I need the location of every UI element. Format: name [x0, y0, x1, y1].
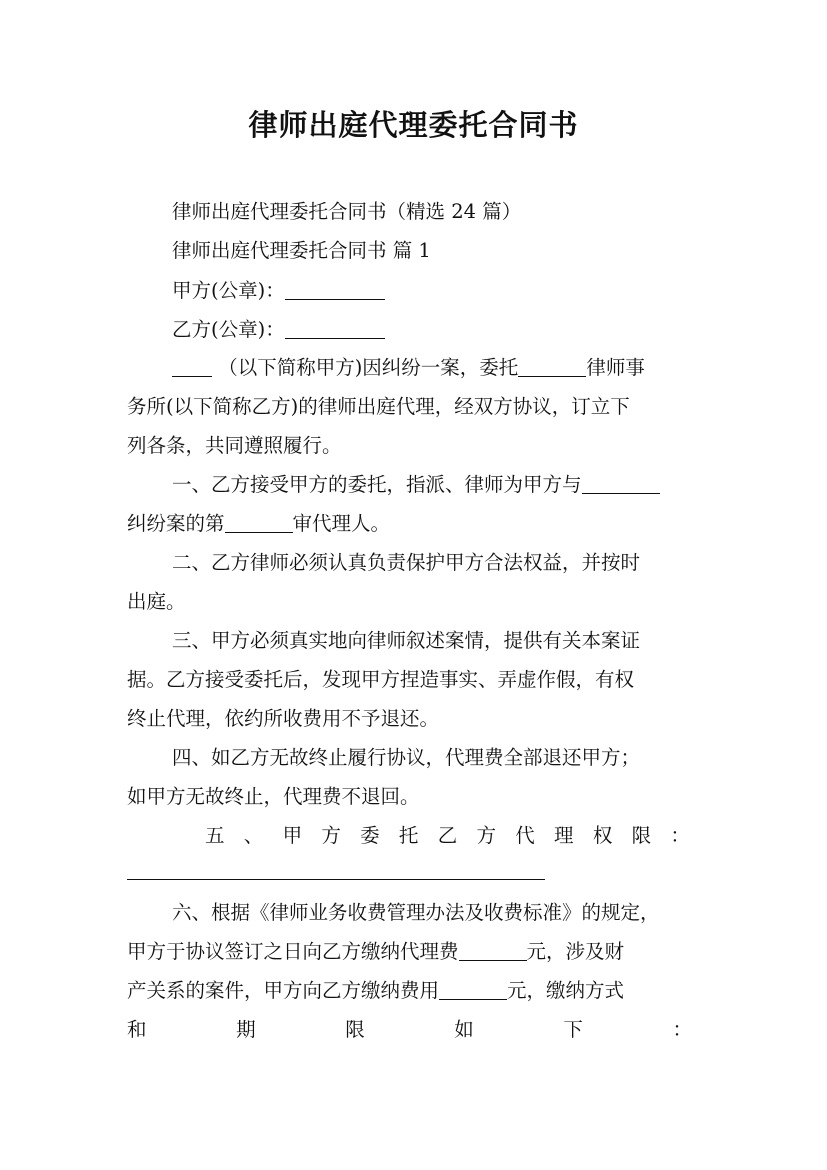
- party-b-label: 乙方(公章)：: [172, 318, 285, 341]
- clause-3-line-1: [127, 629, 747, 653]
- clause-5-char: 五: [205, 824, 225, 847]
- clause-6-char: 如: [454, 1018, 474, 1041]
- client-blank: [172, 357, 212, 377]
- clause-5-char: 理: [554, 824, 574, 847]
- preamble-text-2: 务所(以下简称乙方)的律师出庭代理，经双方协议，订立下: [127, 395, 630, 418]
- clause-1-text-1: 一、乙方接受甲方的委托，指派、律师为甲方与: [172, 473, 582, 496]
- clause-4-line-1: [127, 746, 747, 770]
- clause-2-line-1: [127, 551, 747, 575]
- clause-5-char: 方: [476, 824, 496, 847]
- clause-3-text-2: 据。乙方接受委托后，发现甲方捏造事实、弄虚作假，有权: [127, 668, 635, 691]
- article-heading: [127, 239, 747, 263]
- clause-5-char: 代: [515, 824, 535, 847]
- article-heading-text: 律师出庭代理委托合同书 篇 1: [172, 239, 431, 262]
- clause-6-line-2: [127, 940, 702, 964]
- clause-6-line-3: [127, 979, 702, 1003]
- clause-6-text-3a: 产关系的案件，甲方向乙方缴纳费用: [127, 979, 440, 1002]
- clause-5-char: 方: [321, 824, 341, 847]
- property-fee-blank: [439, 980, 507, 1000]
- clause-1-text-2a: 纠纷案的第: [127, 512, 225, 535]
- fee-blank: [459, 941, 527, 961]
- collection-text: 律师出庭代理委托合同书（精选 24 篇）: [172, 200, 522, 223]
- clause-6-line-1: [127, 901, 747, 925]
- preamble-text-1a: （以下简称甲方)因纠纷一案，委托: [218, 356, 519, 379]
- party-b-line: [127, 318, 747, 342]
- clause-5-char: 委: [360, 824, 380, 847]
- party-a-label: 甲方(公章)：: [172, 279, 285, 302]
- clause-5-char: 甲: [282, 824, 303, 847]
- clause-4-text-1: 四、如乙方无故终止履行协议，代理费全部退还甲方；: [172, 746, 641, 769]
- opponent-blank: [582, 474, 660, 494]
- collection-line: [127, 200, 747, 224]
- clause-5-char: ：: [670, 824, 690, 847]
- clause-3-text-3: 终止代理，依约所收费用不予退还。: [127, 707, 440, 730]
- clause-1-line-1: [127, 473, 747, 497]
- clause-6-char: 期: [236, 1018, 256, 1041]
- clause-4-text-2: 如甲方无故终止，代理费不退回。: [127, 785, 420, 808]
- clause-5-char: 乙: [437, 824, 458, 847]
- document-title: 律师出庭代理委托合同书: [248, 108, 579, 142]
- clause-6-char: 限: [345, 1018, 365, 1041]
- clause-6-text-1: 六、根据《律师业务收费管理办法及收费标准》的规定，: [172, 901, 660, 924]
- preamble-line-2: [127, 395, 702, 419]
- clause-2-text-1: 二、乙方律师必须认真负责保护甲方合法权益，并按时: [172, 551, 641, 574]
- party-b-blank: [285, 319, 385, 339]
- clause-4-line-2: [127, 785, 702, 809]
- clause-3-line-2: [127, 668, 702, 692]
- instance-blank: [225, 513, 293, 533]
- preamble-text-1b: 律师事: [586, 356, 645, 379]
- clause-5-char: 、: [243, 824, 264, 847]
- clause-6-char: 和: [127, 1018, 147, 1041]
- party-a-line: [127, 279, 747, 303]
- clause-6-char: 下: [563, 1018, 583, 1041]
- authority-blank-line: [127, 879, 545, 880]
- clause-6-text-2a: 甲方于协议签订之日向乙方缴纳代理费: [127, 940, 459, 963]
- clause-6-text-2b: 元，涉及财: [526, 940, 625, 963]
- clause-2-line-2: [127, 590, 702, 614]
- firm-blank: [518, 357, 586, 377]
- clause-1-line-2: [127, 512, 702, 536]
- party-a-blank: [285, 280, 385, 300]
- clause-6-line-4: [127, 1018, 692, 1042]
- preamble-line-3: [127, 434, 702, 458]
- preamble-text-3: 列各条，共同遵照履行。: [127, 434, 342, 457]
- preamble-line-1: [127, 356, 747, 380]
- clause-2-text-2: 出庭。: [127, 590, 186, 613]
- clause-1-text-2b: 审代理人。: [292, 512, 391, 535]
- clause-5-char: 限: [631, 824, 652, 847]
- clause-6-char: ：: [672, 1018, 692, 1041]
- clause-5-char: 托: [398, 824, 419, 847]
- clause-5-line: [205, 824, 690, 848]
- clause-3-line-3: [127, 707, 702, 731]
- clause-5-char: 权: [592, 824, 613, 847]
- clause-6-text-3b: 元，缴纳方式: [507, 979, 625, 1002]
- clause-3-text-1: 三、甲方必须真实地向律师叙述案情，提供有关本案证: [172, 629, 641, 652]
